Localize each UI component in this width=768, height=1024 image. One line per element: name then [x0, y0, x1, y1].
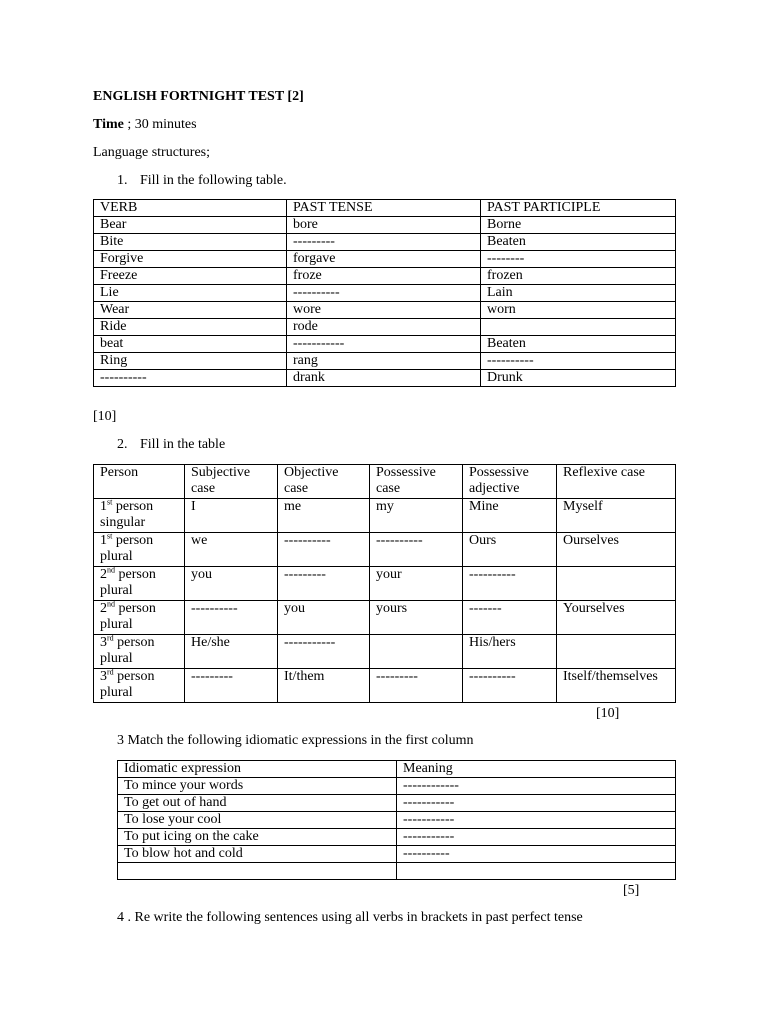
table-cell: Lain [481, 285, 676, 302]
page-title: ENGLISH FORTNIGHT TEST [2] [93, 89, 304, 104]
table-cell: Borne [481, 217, 676, 234]
table-header-row [94, 200, 676, 217]
table-row [118, 795, 676, 812]
header-cell: Objective case [278, 465, 370, 499]
person-number: 3 [100, 635, 107, 650]
table-cell: ---------- [287, 285, 481, 302]
table-cell: ----------- [397, 812, 676, 829]
table-cell: Ride [94, 319, 287, 336]
header-cell: PAST PARTICIPLE [481, 200, 676, 217]
question-1-instruction: Fill in the following table. [140, 173, 287, 188]
header-cell: Possessive case [370, 465, 463, 499]
table-cell: wore [287, 302, 481, 319]
table-cell: -------- [481, 251, 676, 268]
table-cell: ---------- [278, 533, 370, 567]
header-cell: Possessive adjective [463, 465, 557, 499]
table-cell [118, 863, 397, 880]
table-cell: Freeze [94, 268, 287, 285]
table-row [118, 778, 676, 795]
table-cell: He/she [185, 635, 278, 669]
time-label: Time [93, 117, 124, 132]
table-row [118, 829, 676, 846]
table-cell: ---------- [397, 846, 676, 863]
table-cell: I [185, 499, 278, 533]
table-cell: ---------- [370, 533, 463, 567]
table-header-row [94, 465, 676, 499]
table-cell: Wear [94, 302, 287, 319]
table-cell: --------- [287, 234, 481, 251]
table-cell: forgave [287, 251, 481, 268]
table-cell: ---------- [463, 669, 557, 703]
table-cell [557, 567, 676, 601]
table-cell: ----------- [397, 829, 676, 846]
table-row [94, 285, 676, 302]
table-cell: ----------- [278, 635, 370, 669]
time-value: ; 30 minutes [123, 117, 197, 132]
table-cell: Yourselves [557, 601, 676, 635]
person-label: person plural [100, 669, 155, 700]
person-label: person plural [100, 533, 154, 564]
table-row [94, 533, 676, 567]
table-cell: --------- [185, 669, 278, 703]
person-label: person plural [100, 635, 155, 666]
header-cell: Meaning [397, 761, 676, 778]
table-cell: To blow hot and cold [118, 846, 397, 863]
section-heading: Language structures; [93, 145, 211, 160]
table-cell: we [185, 533, 278, 567]
table-cell: Myself [557, 499, 676, 533]
table-row [118, 812, 676, 829]
table-cell: yours [370, 601, 463, 635]
table-row [94, 635, 676, 669]
table-cell: ------------ [397, 778, 676, 795]
header-cell: Idiomatic expression [118, 761, 397, 778]
table-cell [370, 635, 463, 669]
table-cell: To get out of hand [118, 795, 397, 812]
ordinal-suffix: nd [107, 565, 115, 575]
table-row [94, 601, 676, 635]
table-row [94, 319, 676, 336]
table-cell: Forgive [94, 251, 287, 268]
table-cell: rode [287, 319, 481, 336]
table-cell [397, 863, 676, 880]
table-cell: frozen [481, 268, 676, 285]
person-number: 3 [100, 669, 107, 684]
table-row [94, 336, 676, 353]
pronoun-table [93, 464, 676, 703]
table-cell: me [278, 499, 370, 533]
ordinal-suffix: nd [107, 599, 115, 609]
question-1-marks: [10] [93, 409, 117, 424]
table-cell: ---------- [185, 601, 278, 635]
ordinal-suffix: st [107, 531, 113, 541]
table-cell: you [278, 601, 370, 635]
person-number: 2 [100, 567, 107, 582]
idiom-table [117, 760, 676, 880]
ordinal-suffix: st [107, 497, 113, 507]
question-2-instruction: Fill in the table [140, 437, 226, 452]
table-cell: It/them [278, 669, 370, 703]
question-3-instruction: 3 Match the following idiomatic expressions in the first column [117, 733, 474, 748]
person-cell [94, 567, 185, 601]
table-cell: To put icing on the cake [118, 829, 397, 846]
table-row [94, 499, 676, 533]
person-cell [94, 499, 185, 533]
table-cell: Beaten [481, 336, 676, 353]
table-row [118, 863, 676, 880]
header-cell: Reflexive case [557, 465, 676, 499]
table-cell [557, 635, 676, 669]
header-cell: VERB [94, 200, 287, 217]
table-cell: ---------- [94, 370, 287, 387]
person-number: 1 [100, 533, 107, 548]
time-line [93, 117, 197, 133]
table-row [94, 234, 676, 251]
table-row [94, 302, 676, 319]
table-row [94, 268, 676, 285]
ordinal-suffix: rd [107, 667, 114, 677]
table-row [94, 217, 676, 234]
table-cell: Bite [94, 234, 287, 251]
header-cell: Person [94, 465, 185, 499]
table-cell: ----------- [287, 336, 481, 353]
table-cell: Ours [463, 533, 557, 567]
table-cell: you [185, 567, 278, 601]
table-row [118, 846, 676, 863]
table-row [94, 251, 676, 268]
table-cell: ------- [463, 601, 557, 635]
person-number: 1 [100, 499, 107, 514]
table-cell: froze [287, 268, 481, 285]
table-cell: His/hers [463, 635, 557, 669]
question-3-marks: [5] [623, 883, 640, 898]
person-cell [94, 533, 185, 567]
question-4-instruction: 4 . Re write the following sentences using all verbs in brackets in past perfect tense [117, 910, 583, 925]
person-cell [94, 635, 185, 669]
person-label: person plural [100, 601, 156, 632]
question-1-number: 1. [117, 173, 128, 188]
person-label: person plural [100, 567, 156, 598]
table-cell: worn [481, 302, 676, 319]
table-cell: my [370, 499, 463, 533]
table-cell: bore [287, 217, 481, 234]
table-header-row [118, 761, 676, 778]
table-cell: --------- [278, 567, 370, 601]
table-cell: rang [287, 353, 481, 370]
verb-table [93, 199, 676, 387]
person-number: 2 [100, 601, 107, 616]
table-cell: ----------- [397, 795, 676, 812]
person-label: person singular [100, 499, 154, 530]
table-row [94, 669, 676, 703]
table-cell: Mine [463, 499, 557, 533]
table-cell: Beaten [481, 234, 676, 251]
question-2-marks: [10] [596, 706, 620, 721]
table-cell: To lose your cool [118, 812, 397, 829]
table-cell: your [370, 567, 463, 601]
table-cell: Drunk [481, 370, 676, 387]
question-2-number: 2. [117, 437, 128, 452]
header-cell: Subjective case [185, 465, 278, 499]
person-cell [94, 669, 185, 703]
table-cell: Ourselves [557, 533, 676, 567]
table-cell: Lie [94, 285, 287, 302]
table-cell: Ring [94, 353, 287, 370]
person-cell [94, 601, 185, 635]
table-cell: To mince your words [118, 778, 397, 795]
table-cell: Itself/themselves [557, 669, 676, 703]
table-cell: drank [287, 370, 481, 387]
table-row [94, 353, 676, 370]
table-cell: Bear [94, 217, 287, 234]
ordinal-suffix: rd [107, 633, 114, 643]
table-cell: beat [94, 336, 287, 353]
table-row [94, 567, 676, 601]
table-row [94, 370, 676, 387]
table-cell: ---------- [481, 353, 676, 370]
header-cell: PAST TENSE [287, 200, 481, 217]
table-cell: --------- [370, 669, 463, 703]
table-cell: ---------- [463, 567, 557, 601]
table-cell [481, 319, 676, 336]
